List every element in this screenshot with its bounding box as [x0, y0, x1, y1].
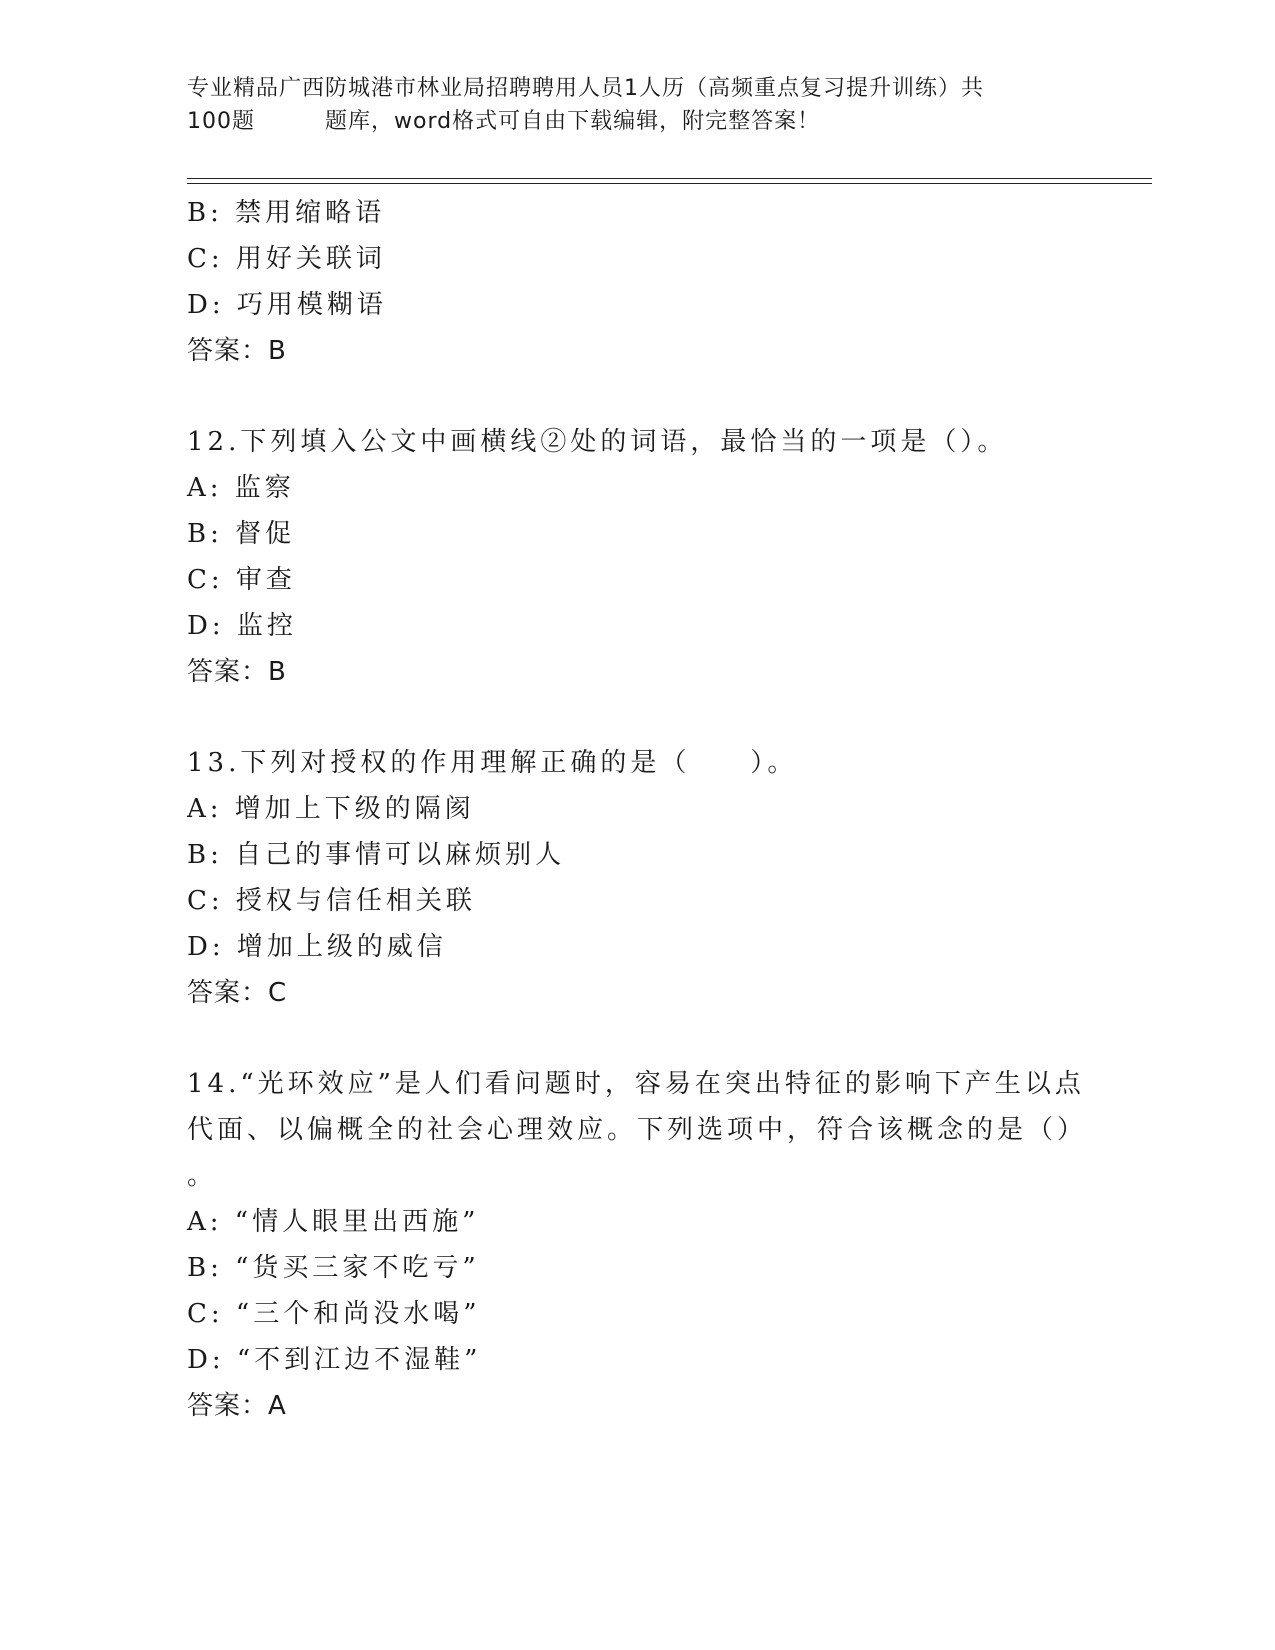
- option-b: B: 自己的事情可以麻烦别人: [187, 840, 566, 870]
- question-14: [187, 1061, 1087, 1429]
- option-d: D: 监控: [187, 611, 297, 641]
- question-12: [187, 419, 1087, 695]
- option-d: D: 增加上级的威信: [187, 932, 447, 962]
- question-text-line-1: 14.“光环效应”是人们看问题时，容易在突出特征的影响下产生以点: [187, 1069, 1085, 1099]
- option-a: A: 监察: [187, 473, 295, 503]
- answer-line: 答案：B: [187, 336, 287, 366]
- option-b: B: “货买三家不吃亏”: [187, 1253, 480, 1283]
- option-d: D: “不到江边不湿鞋”: [187, 1345, 482, 1375]
- header-line-2: [187, 105, 1087, 138]
- option-c: C: 授权与信任相关联: [187, 886, 476, 916]
- option-a: A: “情人眼里出西施”: [187, 1207, 480, 1237]
- header-count: 100题: [187, 109, 255, 134]
- header-description: 题库，word格式可自由下载编辑，附完整答案！: [325, 109, 821, 134]
- option-c: C: 用好关联词: [187, 244, 386, 274]
- header-rule-top: [187, 178, 1152, 179]
- question-text: 12.下列填入公文中画横线②处的词语，最恰当的一项是（）。: [187, 427, 1008, 457]
- option-b: B: 督促: [187, 519, 296, 549]
- answer-line: 答案：C: [187, 978, 288, 1008]
- option-d: D: 巧用模糊语: [187, 290, 387, 320]
- document-header: [187, 72, 1087, 138]
- option-b: B: 禁用缩略语: [187, 198, 386, 228]
- answer-line: 答案：B: [187, 657, 287, 687]
- question-11-options: [187, 190, 1087, 374]
- question-text: 13.下列对授权的作用理解正确的是（ ）。: [187, 748, 798, 778]
- question-text-line-2: 代面、以偏概全的社会心理效应。下列选项中，符合该概念的是（）: [187, 1115, 1088, 1145]
- question-text-line-3: 。: [187, 1161, 214, 1191]
- option-c: C: 审查: [187, 565, 296, 595]
- question-13: [187, 740, 1087, 1016]
- header-line-1: 专业精品广西防城港市林业局招聘聘用人员1人历（高频重点复习提升训练）共: [187, 76, 984, 101]
- option-c: C: “三个和尚没水喝”: [187, 1299, 481, 1329]
- answer-line: 答案：A: [187, 1391, 287, 1421]
- question-list: [187, 190, 1087, 1429]
- option-a: A: 增加上下级的隔阂: [187, 794, 475, 824]
- header-rule-bottom: [187, 183, 1152, 184]
